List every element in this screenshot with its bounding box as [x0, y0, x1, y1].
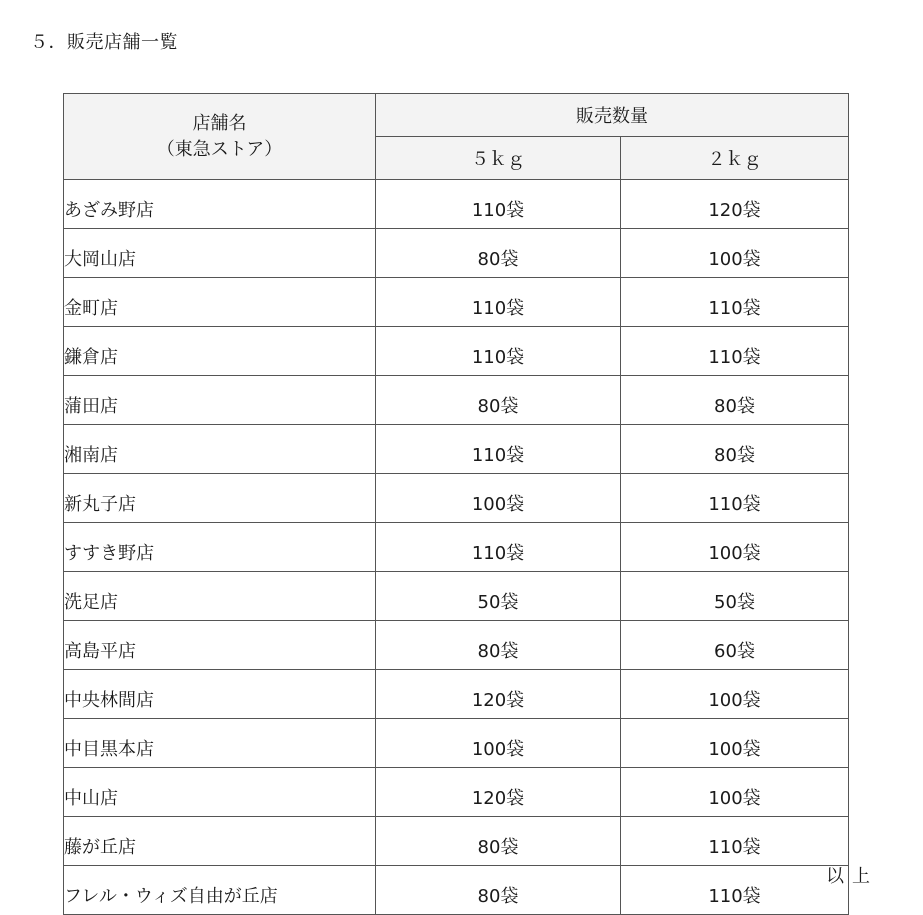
store-name-cell: すすき野店: [64, 523, 376, 572]
qty-2kg-cell: 50袋: [621, 572, 849, 621]
size-2kg-header: ２ｋｇ: [621, 137, 849, 180]
store-name-cell: 湘南店: [64, 425, 376, 474]
store-name-header: [64, 94, 376, 180]
qty-2kg-cell: 110袋: [621, 327, 849, 376]
table-row: [64, 866, 849, 915]
qty-5kg-cell: 110袋: [376, 180, 621, 229]
table-row: [64, 670, 849, 719]
store-name-cell: 大岡山店: [64, 229, 376, 278]
table-row: [64, 719, 849, 768]
qty-5kg-cell: 80袋: [376, 866, 621, 915]
store-name-cell: 洗足店: [64, 572, 376, 621]
store-name-cell: 金町店: [64, 278, 376, 327]
size-5kg-header: ５ｋｇ: [376, 137, 621, 180]
table-row: [64, 327, 849, 376]
qty-5kg-cell: 80袋: [376, 376, 621, 425]
sales-quantity-header: 販売数量: [376, 94, 849, 137]
store-name-cell: 高島平店: [64, 621, 376, 670]
table-row: [64, 474, 849, 523]
qty-5kg-cell: 80袋: [376, 621, 621, 670]
qty-5kg-cell: 50袋: [376, 572, 621, 621]
section-heading: ５．販売店舗一覧: [30, 32, 178, 53]
closing-mark: 以上: [826, 866, 878, 887]
qty-2kg-cell: 100袋: [621, 229, 849, 278]
store-name-cell: あざみ野店: [64, 180, 376, 229]
table-row: [64, 180, 849, 229]
qty-2kg-cell: 100袋: [621, 523, 849, 572]
qty-5kg-cell: 110袋: [376, 278, 621, 327]
store-table: [63, 93, 849, 915]
store-name-cell: 藤が丘店: [64, 817, 376, 866]
qty-5kg-cell: 80袋: [376, 229, 621, 278]
store-name-cell: フレル・ウィズ自由が丘店: [64, 866, 376, 915]
table-row: [64, 278, 849, 327]
store-name-cell: 中目黒本店: [64, 719, 376, 768]
store-name-header-label: 店舗名: [192, 112, 247, 134]
table-row: [64, 817, 849, 866]
qty-2kg-cell: 100袋: [621, 670, 849, 719]
table-row: [64, 621, 849, 670]
store-name-cell: 鎌倉店: [64, 327, 376, 376]
qty-2kg-cell: 100袋: [621, 768, 849, 817]
qty-2kg-cell: 120袋: [621, 180, 849, 229]
table-row: [64, 523, 849, 572]
store-name-cell: 中央林間店: [64, 670, 376, 719]
table-row: [64, 425, 849, 474]
qty-5kg-cell: 100袋: [376, 474, 621, 523]
table-row: [64, 768, 849, 817]
qty-2kg-cell: 110袋: [621, 866, 849, 915]
table-row: [64, 229, 849, 278]
store-name-cell: 蒲田店: [64, 376, 376, 425]
qty-5kg-cell: 110袋: [376, 327, 621, 376]
qty-2kg-cell: 110袋: [621, 817, 849, 866]
qty-5kg-cell: 80袋: [376, 817, 621, 866]
qty-5kg-cell: 110袋: [376, 425, 621, 474]
qty-2kg-cell: 60袋: [621, 621, 849, 670]
table-row: [64, 572, 849, 621]
store-name-cell: 新丸子店: [64, 474, 376, 523]
qty-2kg-cell: 110袋: [621, 474, 849, 523]
qty-2kg-cell: 100袋: [621, 719, 849, 768]
store-chain-header-label: （東急ストア）: [156, 138, 283, 160]
qty-5kg-cell: 120袋: [376, 670, 621, 719]
table-row: [64, 376, 849, 425]
qty-5kg-cell: 120袋: [376, 768, 621, 817]
qty-5kg-cell: 100袋: [376, 719, 621, 768]
qty-2kg-cell: 80袋: [621, 376, 849, 425]
store-name-cell: 中山店: [64, 768, 376, 817]
qty-2kg-cell: 110袋: [621, 278, 849, 327]
qty-2kg-cell: 80袋: [621, 425, 849, 474]
qty-5kg-cell: 110袋: [376, 523, 621, 572]
